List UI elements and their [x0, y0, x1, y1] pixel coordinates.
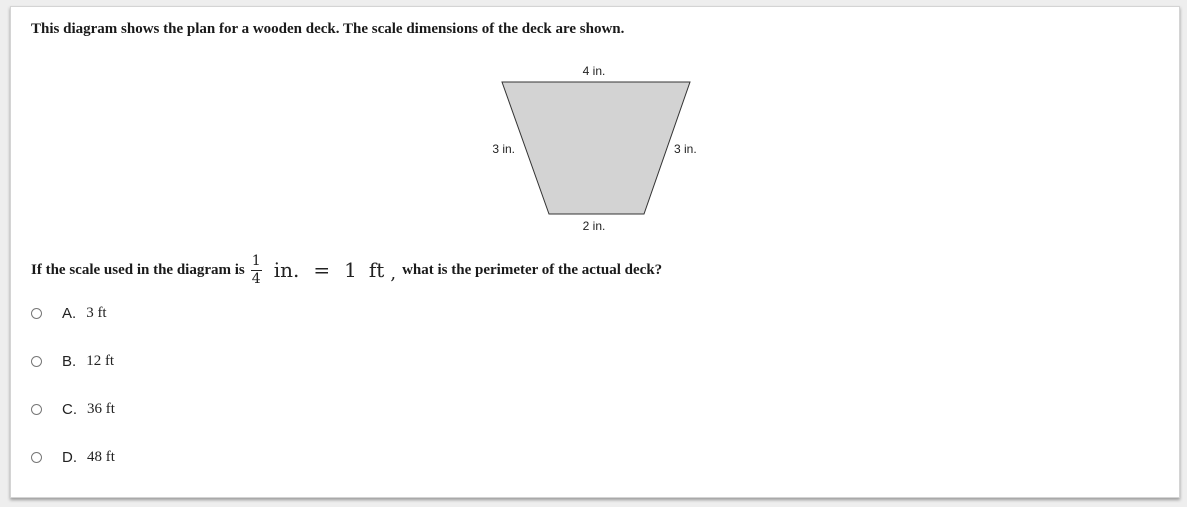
left-dimension-label: 3 in.: [492, 142, 515, 156]
option-b-radio[interactable]: [31, 356, 42, 367]
bottom-dimension-label: 2 in.: [582, 219, 606, 233]
equals-sign: =: [313, 258, 331, 282]
option-d-radio[interactable]: [31, 452, 42, 463]
option-a-text: 3 ft: [86, 304, 107, 321]
option-c-text: 36 ft: [87, 400, 115, 417]
option-d-text: 48 ft: [87, 448, 115, 465]
option-b-text: 12 ft: [86, 352, 115, 369]
scale-value: 1: [344, 258, 357, 282]
comma: ,: [390, 262, 397, 284]
option-d-letter: D.: [62, 448, 77, 466]
option-c[interactable]: [31, 399, 115, 419]
deck-trapezoid: [502, 82, 690, 214]
fraction-numerator: 1: [251, 252, 261, 269]
question-prefix: If the scale used in the diagram is: [31, 261, 245, 278]
option-a-letter: A.: [62, 304, 77, 322]
question-card: [10, 6, 1180, 498]
question-text: [31, 252, 662, 288]
option-d[interactable]: [31, 447, 115, 467]
top-dimension-label: 4 in.: [582, 64, 606, 78]
deck-diagram: [487, 59, 727, 244]
question-stem: This diagram shows the plan for a wooden deck. The scale dimensions of the deck are shown.: [31, 21, 625, 37]
scale-fraction: [251, 254, 262, 287]
option-b-letter: B.: [62, 352, 77, 370]
right-dimension-label: 3 in.: [674, 142, 697, 156]
unit-inches: in.: [273, 258, 300, 282]
option-c-letter: C.: [62, 400, 77, 418]
fraction-denominator: 4: [251, 270, 261, 287]
option-c-radio[interactable]: [31, 404, 42, 415]
option-a[interactable]: [31, 303, 107, 323]
option-b[interactable]: [31, 351, 114, 371]
scale-expression: [251, 254, 396, 287]
unit-feet: ft: [368, 258, 385, 282]
option-a-radio[interactable]: [31, 308, 42, 319]
question-suffix: what is the perimeter of the actual deck?: [402, 261, 663, 278]
